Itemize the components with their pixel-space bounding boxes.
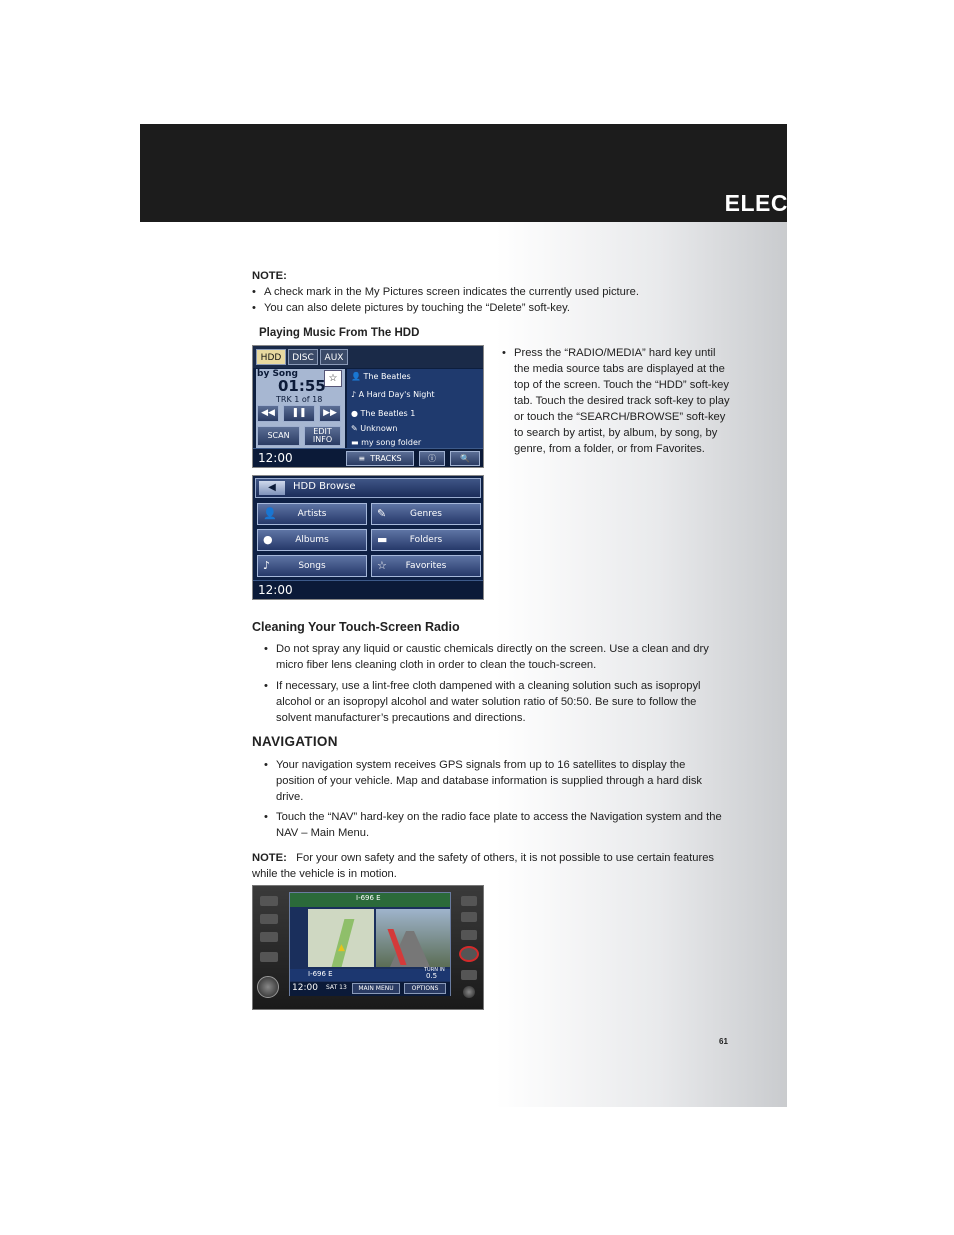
guitar-icon: ✎ — [351, 424, 358, 433]
date-label: SAT 13 — [326, 984, 347, 991]
hdd-player-screen — [252, 345, 484, 468]
nav-status-bar — [290, 982, 450, 996]
browse-header — [255, 478, 481, 498]
usb-port[interactable] — [461, 970, 477, 980]
button-label: Genres — [410, 509, 442, 519]
back-button[interactable] — [259, 481, 285, 495]
note-label: NOTE: — [252, 852, 287, 864]
elapsed-time: 01:55 — [278, 377, 326, 395]
road-banner — [290, 893, 450, 907]
edit-label: EDIT — [313, 427, 332, 436]
tab-hdd[interactable]: HDD — [256, 349, 286, 365]
nav-key[interactable] — [459, 946, 479, 962]
hdd-heading: Playing Music From The HDD — [259, 327, 420, 339]
button-label: Artists — [297, 509, 327, 519]
album-name: The Beatles 1 — [360, 409, 416, 418]
browse-songs-button[interactable] — [257, 555, 367, 577]
route-bar — [290, 969, 450, 981]
junction-view — [376, 909, 450, 967]
scan-button[interactable]: SCAN — [257, 426, 300, 446]
clock: 12:00 — [292, 983, 318, 993]
hdd-instruction: • Press the “RADIO/MEDIA” hard key until the media source tabs are displayed at the top of the screen. Touch the “HDD” soft-key tab. Touch the desired track soft-key to play or touch the “SEARCH/BROWSE” soft-key to search by artist, by album, by song, by genre, from a folder, or from Favorites. — [502, 345, 730, 457]
list-item: • Your navigation system receives GPS signals from up to 16 satellites to display the position of your vehicle. Map and database information is supplied through a hard disk drive. — [252, 757, 722, 805]
browse-albums-button[interactable] — [257, 529, 367, 551]
note-text: For your own safety and the safety of others, it is not possible to use certain features while the vehicle is in motion. — [252, 852, 715, 880]
fast-forward-button[interactable] — [319, 405, 341, 422]
search-browse-button[interactable] — [450, 451, 480, 466]
artist-name: The Beatles — [363, 372, 411, 381]
hard-key[interactable] — [260, 952, 278, 962]
turn-label: TURN IN — [424, 967, 445, 973]
volume-knob[interactable] — [257, 976, 279, 998]
note-bullet: • You can also delete pictures by touching the “Delete” soft-key. — [252, 300, 732, 316]
track-count: TRK 1 of 18 — [276, 395, 323, 404]
right-hard-keys — [459, 890, 481, 1000]
rewind-icon: ◀◀ — [261, 408, 275, 418]
clock: 12:00 — [258, 583, 293, 597]
person-icon: 👤 — [351, 372, 361, 381]
person-icon: 👤 — [263, 507, 277, 520]
tab-disc[interactable]: DISC — [288, 349, 318, 365]
folder-icon: ▬ — [377, 533, 388, 546]
browse-title: HDD Browse — [293, 481, 356, 492]
music-note-icon: ♪ — [351, 390, 357, 399]
note-block — [252, 268, 732, 316]
browse-favorites-button[interactable] — [371, 555, 481, 577]
navigation-heading: NAVIGATION — [252, 734, 338, 749]
folder-icon: ▬ — [351, 438, 359, 447]
rewind-button[interactable] — [257, 405, 279, 422]
button-label: Songs — [298, 561, 326, 571]
folder-name: my song folder — [361, 438, 422, 447]
button-label: Albums — [295, 535, 329, 545]
track-info-panel — [347, 369, 484, 449]
list-item: • Touch the “NAV” hard-key on the radio face plate to access the Navigation system and the NAV – Main Menu. — [252, 809, 722, 841]
main-menu-button[interactable]: MAIN MENU — [352, 983, 400, 994]
disc-icon: ● — [263, 533, 273, 546]
section-title: ELECTRONICS — [724, 190, 895, 216]
phone-key[interactable] — [461, 912, 477, 922]
song-name: A Hard Day's Night — [358, 390, 435, 399]
artist-row — [351, 372, 411, 381]
pause-icon: ❚❚ — [291, 408, 307, 418]
info-label: INFO — [312, 435, 333, 444]
folder-row — [351, 438, 421, 447]
mode-label: by Song — [257, 369, 298, 379]
vehicle-icon: ▲ — [338, 943, 345, 953]
clock: 12:00 — [258, 451, 293, 465]
guitar-icon: ✎ — [377, 507, 387, 520]
button-label: Folders — [409, 535, 443, 545]
source-tabs — [253, 346, 483, 368]
map-view — [308, 909, 374, 967]
list-item: • Do not spray any liquid or caustic chemicals directly on the screen. Use a clean and dry micro fiber lens cleaning cloth in order to clean the touch-screen. — [252, 641, 722, 673]
road-name: I-696 E — [356, 894, 381, 902]
status-bar — [253, 448, 483, 468]
info-button[interactable] — [419, 451, 445, 466]
header-band — [140, 124, 787, 222]
genre-row — [351, 424, 397, 433]
navigation-note — [252, 850, 726, 882]
current-road: I-696 E — [308, 970, 333, 978]
music-note-icon: ♪ — [263, 559, 271, 572]
nav-display — [289, 892, 451, 996]
favorite-icon: ☆ — [377, 559, 387, 572]
status-bar — [253, 580, 483, 600]
tracks-label: TRACKS — [370, 454, 402, 463]
note-label: NOTE: — [252, 270, 287, 282]
left-hard-keys — [257, 890, 285, 998]
tracks-button[interactable] — [346, 451, 414, 466]
info-icon: ⓘ — [428, 454, 436, 463]
tab-aux[interactable]: AUX — [320, 349, 348, 365]
cleaning-heading: Cleaning Your Touch-Screen Radio — [252, 620, 460, 634]
pause-button[interactable] — [283, 405, 315, 422]
disc-icon: ● — [351, 409, 358, 418]
fast-forward-icon: ▶▶ — [323, 408, 337, 418]
note-bullet: • A check mark in the My Pictures screen indicates the currently used picture. — [252, 284, 732, 300]
search-icon: 🔍 — [460, 454, 470, 463]
browse-folders-button[interactable] — [371, 529, 481, 551]
options-button[interactable]: OPTIONS — [404, 983, 446, 994]
hard-key[interactable] — [260, 914, 278, 924]
genre-name: Unknown — [360, 424, 398, 433]
edit-info-button[interactable] — [304, 426, 341, 446]
navigation-head-unit-photo — [252, 885, 484, 1010]
turn-distance: 0.5 — [426, 972, 438, 980]
hard-key[interactable] — [260, 932, 278, 942]
favorite-icon[interactable]: ☆ — [324, 370, 342, 387]
button-label: Favorites — [405, 561, 447, 571]
song-row — [351, 390, 435, 399]
cleaning-list — [252, 641, 722, 726]
list-icon: ≡ — [358, 454, 366, 463]
navigation-list — [252, 757, 722, 841]
page-number: 61 — [719, 1037, 728, 1046]
menu-key[interactable] — [461, 930, 477, 940]
browse-genres-button[interactable] — [371, 503, 481, 525]
album-row — [351, 409, 415, 418]
back-arrow-icon: ◀ — [268, 482, 276, 493]
tune-knob[interactable] — [463, 986, 475, 998]
hard-key[interactable] — [461, 896, 477, 906]
hdd-browse-screen — [252, 475, 484, 600]
browse-artists-button[interactable] — [257, 503, 367, 525]
list-item: • If necessary, use a lint-free cloth dampened with a cleaning solution such as isopropyl alcohol or an isopropyl alcohol and water solution ratio of 50:50. Be sure to follow the solvent manufacturer’s precautions and directions. — [252, 678, 722, 726]
hard-key[interactable] — [260, 896, 278, 906]
